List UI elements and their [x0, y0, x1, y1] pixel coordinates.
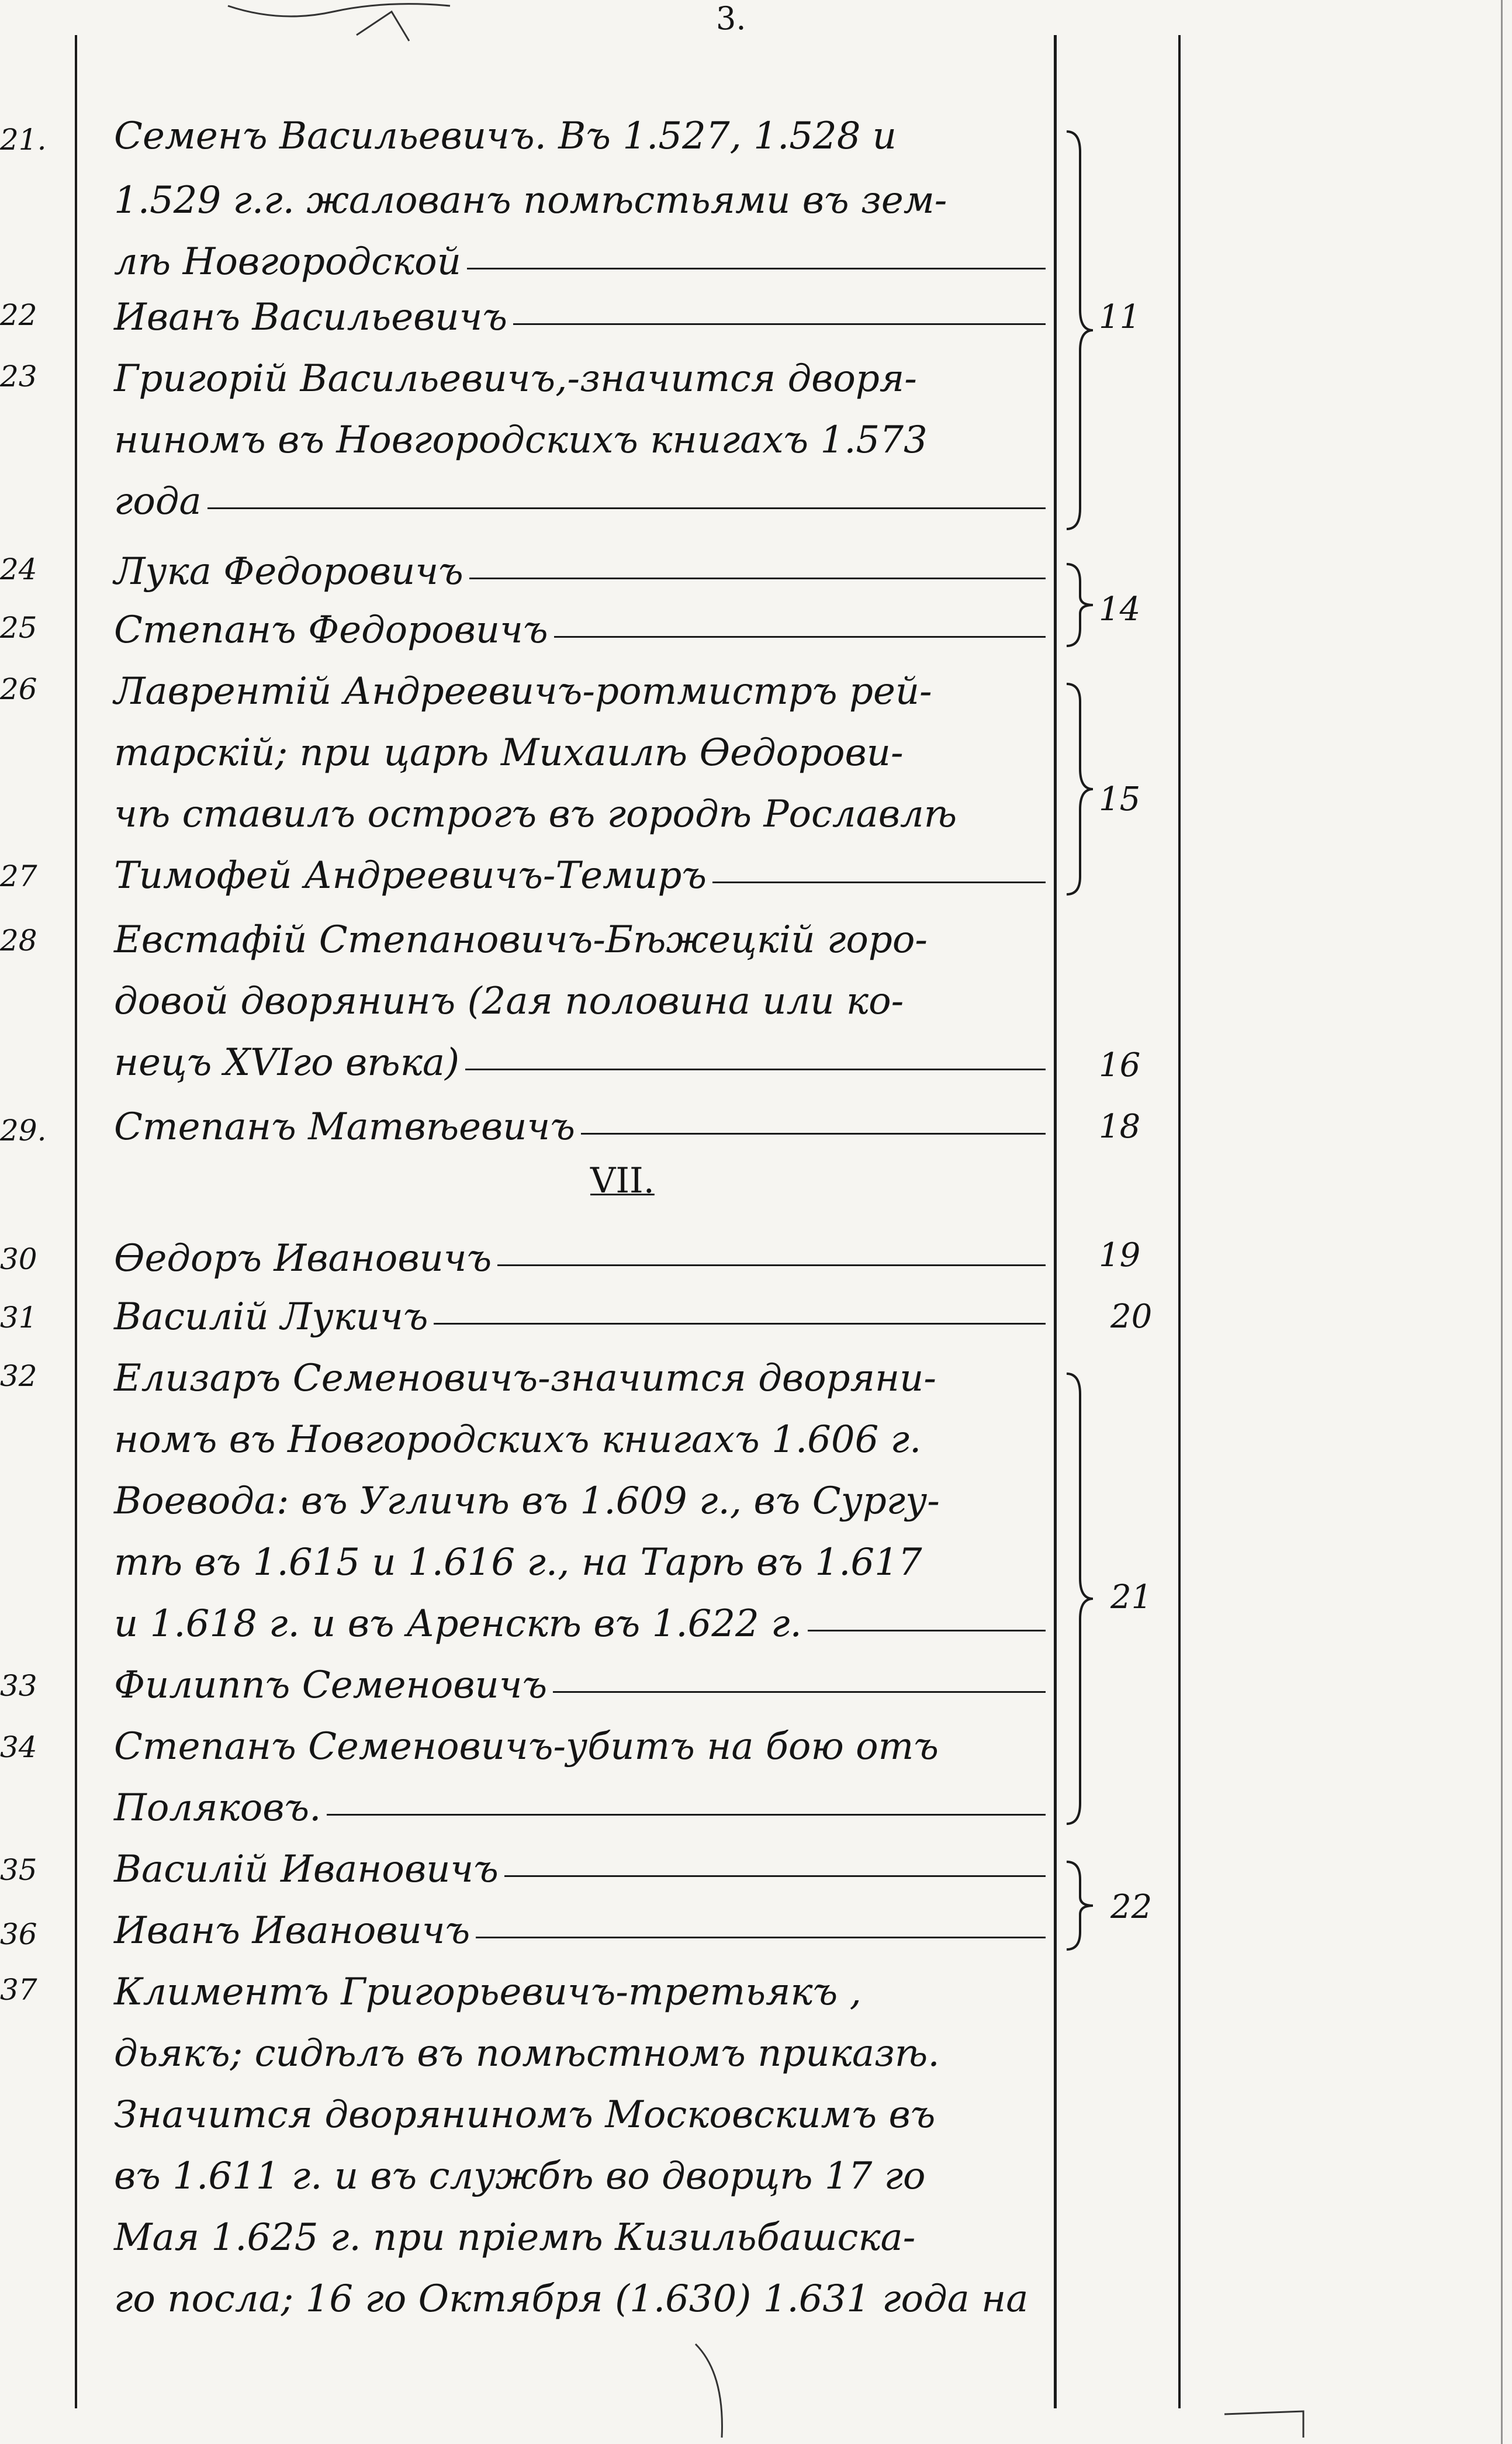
section-heading	[590, 1160, 655, 1201]
entry-line	[114, 1643, 1049, 1707]
entry-line	[114, 772, 1049, 836]
entry-text: чѣ ставилъ острогъ въ городѣ Рославлѣ	[114, 793, 957, 836]
reference-column-rule	[1054, 35, 1057, 2408]
fill-rule	[207, 507, 1046, 509]
reference-number: 18	[1099, 1108, 1141, 1146]
entry-line	[114, 275, 1049, 339]
entry-line	[114, 833, 1049, 897]
entry-text: Григорій Васильевичъ,-значится дворя-	[114, 357, 917, 400]
entry-text: Василій Ивановичъ	[114, 1848, 499, 1891]
entry-text: Степанъ Семеновичъ-убитъ на бою отъ	[114, 1725, 939, 1768]
reference-number: 21	[1110, 1578, 1153, 1616]
entry-line	[114, 1765, 1049, 1830]
entry-text: Лука Федоровичъ	[114, 550, 463, 593]
entry-text: Значится дворяниномъ Московскимъ въ	[114, 2093, 936, 2137]
fill-rule	[327, 1814, 1046, 1816]
entry-line	[114, 587, 1049, 652]
entry-line	[114, 1520, 1049, 1584]
entry-text: номъ въ Новгородскихъ книгахъ 1.606 г.	[114, 1418, 922, 1461]
entry-number: 26	[0, 672, 37, 706]
entry-text: тѣ въ 1.615 и 1.616 г., на Тарѣ въ 1.617	[114, 1541, 922, 1584]
entry-text: Мая 1.625 г. при пріемѣ Кизильбашска-	[114, 2216, 916, 2259]
entry-line	[114, 397, 1049, 462]
entry-line	[114, 1888, 1049, 1952]
entry-line	[114, 1949, 1049, 2014]
entry-line	[114, 1581, 1049, 1646]
entry-line	[114, 1336, 1049, 1400]
entry-text: Семенъ Васильевичъ. Въ 1.527, 1.528 и	[114, 115, 897, 158]
entry-text: нецъ XVIго вѣка)	[114, 1041, 460, 1084]
entry-line	[114, 94, 1049, 158]
entry-number: 31	[0, 1301, 37, 1335]
entry-number: 24	[0, 552, 37, 586]
entry-number: 23	[0, 359, 37, 393]
fill-rule	[476, 1937, 1046, 1938]
entry-text: Степанъ Федоровичъ	[114, 609, 548, 652]
entry-text: Евстафій Степановичъ-Бѣжецкій горо-	[114, 918, 928, 962]
entry-text: Степанъ Матвѣевичъ	[114, 1105, 575, 1149]
entry-line	[114, 459, 1049, 523]
entry-line	[114, 529, 1049, 593]
reference-number: 20	[1110, 1298, 1153, 1336]
entry-text: Филиппъ Семеновичъ	[114, 1664, 548, 1707]
brace	[1064, 1371, 1099, 1827]
entry-line	[114, 1084, 1049, 1149]
left-margin-rule	[75, 35, 77, 2408]
entry-number: 35	[0, 1853, 37, 1887]
entry-text: Воевода: въ Угличѣ въ 1.609 г., въ Сургу-	[114, 1479, 940, 1523]
entry-line	[114, 2256, 1049, 2321]
entry-text: Елизаръ Семеновичъ-значится дворяни-	[114, 1357, 936, 1400]
reference-number: 15	[1099, 780, 1141, 818]
entry-number: 37	[0, 1973, 37, 2007]
section-label: VII.	[590, 1160, 655, 1201]
entry-line	[114, 336, 1049, 400]
entry-line	[114, 710, 1049, 775]
entry-line	[114, 1020, 1049, 1084]
reference-number: 11	[1099, 298, 1141, 336]
fill-rule	[465, 1069, 1046, 1070]
entry-line	[114, 897, 1049, 962]
entry-text: довой дворянинъ (2ая половина или ко-	[114, 980, 904, 1023]
fill-rule	[469, 578, 1046, 579]
entry-number: 22	[0, 298, 37, 332]
reference-number: 19	[1099, 1236, 1141, 1274]
entry-text: Василій Лукичъ	[114, 1295, 428, 1339]
brace	[1064, 129, 1099, 532]
fill-rule	[504, 1875, 1046, 1877]
fill-rule	[808, 1630, 1046, 1631]
fill-rule	[513, 323, 1046, 325]
corner-mark	[1222, 2402, 1309, 2438]
top-scribble-mark	[216, 0, 462, 58]
entry-line	[114, 1274, 1049, 1339]
entry-text: Поляковъ.	[114, 1786, 321, 1830]
entry-line	[114, 2134, 1049, 2198]
entry-line	[114, 1397, 1049, 1461]
entry-number: 33	[0, 1669, 37, 1703]
entry-line	[114, 649, 1049, 713]
entry-line	[114, 1827, 1049, 1891]
entry-number: 27	[0, 859, 37, 893]
entry-text: въ 1.611 г. и въ службѣ во дворцѣ 17 го	[114, 2155, 926, 2198]
entry-text: года	[114, 480, 202, 523]
entry-text: 1.529 г.г. жалованъ помѣстьями въ зем-	[114, 179, 947, 222]
entry-text: и 1.618 г. и въ Аренскѣ въ 1.622 г.	[114, 1602, 802, 1646]
fill-rule	[554, 636, 1046, 638]
entry-number: 30	[0, 1242, 37, 1276]
fill-rule	[553, 1691, 1046, 1693]
entry-text: тарскій; при царѣ Михаилѣ Ѳедорови-	[114, 731, 904, 775]
entry-text: ниномъ въ Новгородскихъ книгахъ 1.573	[114, 419, 928, 462]
brace	[1064, 1859, 1099, 1952]
reference-number: 14	[1099, 590, 1141, 628]
entry-text: го посла; 16 го Октября (1.630) 1.631 года на	[114, 2277, 1029, 2321]
entry-line	[114, 1458, 1049, 1523]
entry-text: Иванъ Васильевичъ	[114, 296, 508, 339]
entry-text: Климентъ Григорьевичъ-третьякъ ,	[114, 1971, 861, 2014]
entry-number: 32	[0, 1359, 37, 1393]
brace	[1064, 561, 1099, 649]
brace	[1064, 681, 1099, 897]
entry-line	[114, 2011, 1049, 2075]
entry-number: 25	[0, 611, 37, 645]
entry-line	[114, 1216, 1049, 1280]
margin-scribble-mark	[690, 2338, 760, 2443]
entry-number: 29.	[0, 1114, 47, 1147]
entry-number: 34	[0, 1730, 37, 1764]
entry-line	[114, 219, 1049, 284]
entry-line	[114, 2072, 1049, 2137]
entry-text: Иванъ Ивановичъ	[114, 1909, 470, 1952]
entry-number: 36	[0, 1917, 37, 1951]
entry-line	[114, 2195, 1049, 2259]
fill-rule	[467, 268, 1046, 269]
fill-rule	[712, 882, 1046, 883]
entry-text: дьякъ; сидѣлъ въ помѣстномъ приказѣ.	[114, 2032, 940, 2075]
page-edge	[1501, 0, 1503, 2444]
entry-line	[114, 1704, 1049, 1768]
fill-rule	[434, 1323, 1046, 1325]
entry-line	[114, 959, 1049, 1023]
entry-line	[114, 158, 1049, 222]
entry-text: Тимофей Андреевичъ-Темиръ	[114, 854, 707, 897]
entry-text: Лаврентій Андреевичъ-ротмистръ рей-	[114, 670, 932, 713]
page-number: 3.	[716, 0, 746, 37]
fill-rule	[581, 1133, 1046, 1135]
right-column-rule	[1178, 35, 1181, 2408]
entry-number: 21.	[0, 123, 47, 157]
reference-number: 16	[1099, 1046, 1141, 1084]
entry-text: лѣ Новгородской	[114, 240, 461, 284]
reference-number: 22	[1110, 1888, 1153, 1926]
entry-number: 28	[0, 924, 37, 957]
fill-rule	[497, 1264, 1046, 1266]
entry-text: Ѳедоръ Ивановичъ	[114, 1237, 492, 1280]
